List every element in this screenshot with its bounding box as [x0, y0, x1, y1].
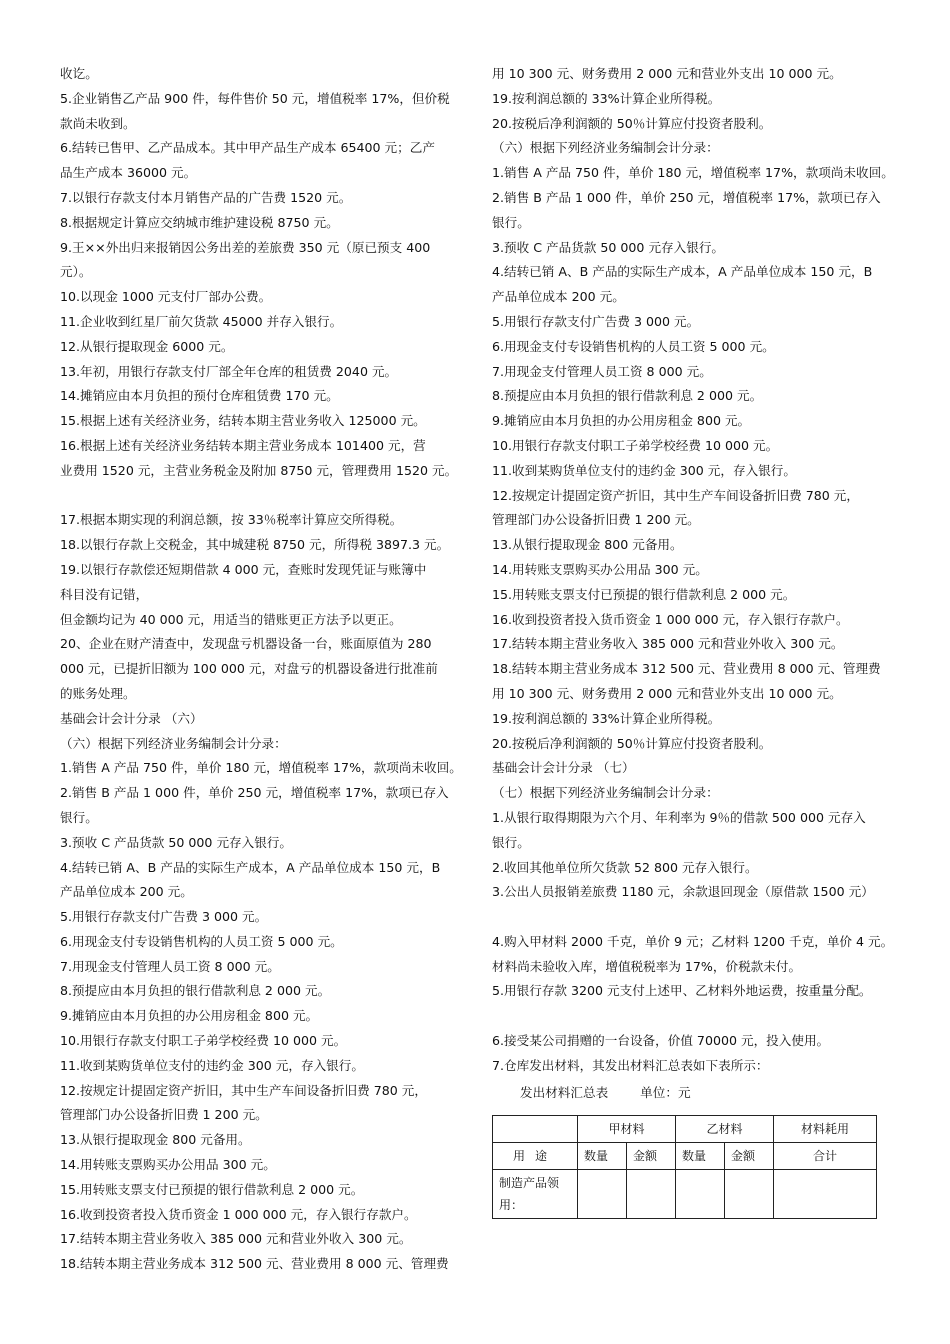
text-line: 2.销售 B 产品 1 000 件，单价 250 元，增值税率 17%，款项已存入 [60, 785, 449, 801]
text-line: （六）根据下列经济业务编制会计分录： [60, 735, 287, 751]
table-row [493, 1170, 877, 1219]
text-line: 银行。 [60, 809, 98, 825]
text-line: 13.从银行提取现金 800 元备用。 [60, 1132, 251, 1148]
text-line: 7.用现金支付管理人员工资 8 000 元。 [492, 363, 712, 379]
text-line: 材料尚未验收入库，增值税税率为 17%，价税款未付。 [492, 958, 802, 974]
header-total: 合计 [774, 1143, 877, 1170]
text-line: 6.用现金支付专设销售机构的人员工资 5 000 元。 [60, 933, 343, 949]
header-amount-yi: 金额 [725, 1143, 774, 1170]
text-line: 5.用银行存款支付广告费 3 000 元。 [492, 313, 700, 329]
text-line: 20.按税后净利润额的 50％计算应付投资者股利。 [492, 735, 772, 751]
text-line: 银行。 [492, 214, 530, 230]
text-line: 4.结转已销 A、B 产品的实际生产成本，A 产品单位成本 150 元，B [492, 264, 873, 280]
text-line: 15.用转账支票支付已预提的银行借款利息 2 000 元。 [492, 586, 796, 602]
table-header-row [493, 1116, 877, 1143]
header-quantity-yi: 数量 [676, 1143, 725, 1170]
header-amount-jia: 金额 [627, 1143, 676, 1170]
text-line: 13.年初，用银行存款支付厂部全年仓库的租赁费 2040 元。 [60, 363, 398, 379]
text-line: 11.收到某购货单位支付的违约金 300 元，存入银行。 [492, 462, 796, 478]
text-line: 17.结转本期主营业务收入 385 000 元和营业外收入 300 元。 [60, 1231, 412, 1247]
blank-line [60, 484, 470, 509]
text-line: 17.结转本期主营业务收入 385 000 元和营业外收入 300 元。 [492, 636, 844, 652]
text-line: 12.从银行提取现金 6000 元。 [60, 338, 234, 354]
text-line: 但金额均记为 40 000 元，用适当的错账更正方法予以更正。 [60, 611, 402, 627]
table-subheader-row [493, 1143, 877, 1170]
text-line: 16.根据上述有关经济业务结转本期主营业务成本 101400 元，营 [60, 437, 426, 453]
text-line: 6.结转已售甲、乙产品成本。其中甲产品生产成本 65400 元；乙产 [60, 140, 435, 156]
text-line: 18.以银行存款上交税金，其中城建税 8750 元，所得税 3897.3 元。 [60, 537, 450, 553]
text-line: 9.王××外出归来报销因公务出差的差旅费 350 元（原已预支 400 [60, 239, 431, 255]
cell-empty [774, 1170, 877, 1219]
text-line: 用 10 300 元、财务费用 2 000 元和营业外支出 10 000 元。 [492, 685, 842, 701]
text-line: 产品单位成本 200 元。 [492, 289, 625, 305]
text-line: 8.预提应由本月负担的银行借款利息 2 000 元。 [60, 983, 331, 999]
text-line: 7.用现金支付管理人员工资 8 000 元。 [60, 958, 280, 974]
text-line: 5.企业销售乙产品 900 件，每件售价 50 元，增值税率 17%，但价税 [60, 90, 450, 106]
text-line: 16.收到投资者投入货币资金 1 000 000 元，存入银行存款户。 [60, 1206, 417, 1222]
text-line: 13.从银行提取现金 800 元备用。 [492, 537, 683, 553]
text-line: 10.以现金 1000 元支付厂部办公费。 [60, 289, 272, 305]
text-line: 19.按利润总额的 33%计算企业所得税。 [492, 710, 721, 726]
text-line: 品生产成本 36000 元。 [60, 165, 197, 181]
text-line: 元）。 [60, 264, 92, 280]
text-line: 20.按税后净利润额的 50％计算应付投资者股利。 [492, 115, 772, 131]
header-use: 用途 [493, 1143, 578, 1170]
table-caption: 发出材料汇总表 单位：元 [520, 1084, 691, 1100]
text-line: 9.摊销应由本月负担的办公用房租金 800 元。 [492, 413, 751, 429]
text-line: 19.以银行存款偿还短期借款 4 000 元，查账时发现凭证与账簿中 [60, 561, 427, 577]
text-line: 12.按规定计提固定资产折旧，其中生产车间设备折旧费 780 元， [60, 1082, 427, 1098]
text-line: 业费用 1520 元，主营业务税金及附加 8750 元，管理费用 1520 元。 [60, 462, 458, 478]
text-line: 科目没有记错， [60, 586, 149, 602]
text-line: 15.根据上述有关经济业务，结转本期主营业务收入 125000 元。 [60, 413, 426, 429]
header-jia-material: 甲材料 [578, 1116, 676, 1143]
text-line: 3.预收 C 产品货款 50 000 元存入银行。 [492, 239, 725, 255]
text-line: 12.按规定计提固定资产折旧，其中生产车间设备折旧费 780 元， [492, 487, 859, 503]
text-line: 银行。 [492, 834, 530, 850]
text-line: 1.销售 A 产品 750 件，单价 180 元，增值税率 17%，款项尚未收回。 [60, 760, 462, 776]
text-line: 3.公出人员报销差旅费 1180 元，余款退回现金（原借款 1500 元） [492, 884, 874, 900]
text-line: 11.收到某购货单位支付的违约金 300 元，存入银行。 [60, 1057, 364, 1073]
text-line: 基础会计会计分录 （七） [492, 760, 635, 776]
text-line: 4.购入甲材料 2000 千克，单价 9 元；乙材料 1200 千克，单价 4 元。 [492, 933, 894, 949]
text-line: 10.用银行存款支付职工子弟学校经费 10 000 元。 [492, 437, 779, 453]
text-line: 5.用银行存款 3200 元支付上述甲、乙材料外地运费，按重量分配。 [492, 983, 872, 999]
text-line: 的账务处理。 [60, 685, 136, 701]
text-line: 2.收回其他单位所欠货款 52 800 元存入银行。 [492, 859, 758, 875]
header-quantity-jia: 数量 [578, 1143, 627, 1170]
text-line: 2.销售 B 产品 1 000 件，单价 250 元，增值税率 17%，款项已存入 [492, 189, 881, 205]
blank-line [492, 905, 910, 930]
row-label-manufacturing: 制造产品领用： [493, 1170, 578, 1219]
table-corner-cell [493, 1116, 578, 1143]
text-line: 1.销售 A 产品 750 件，单价 180 元，增值税率 17%，款项尚未收回。 [492, 165, 894, 181]
header-material-consumption: 材料耗用 [774, 1116, 877, 1143]
material-summary-table [492, 1115, 877, 1219]
right-column-lines [492, 62, 910, 1079]
cell-empty [725, 1170, 774, 1219]
text-line: 收讫。 [60, 66, 98, 81]
text-line: 7.仓库发出材料，其发出材料汇总表如下表所示： [492, 1057, 769, 1073]
text-line: 管理部门办公设备折旧费 1 200 元。 [492, 512, 700, 528]
text-line: 18.结转本期主营业务成本 312 500 元、营业费用 8 000 元、管理费 [492, 661, 881, 677]
text-line: 5.用银行存款支付广告费 3 000 元。 [60, 909, 268, 925]
text-line: 款尚未收到。 [60, 115, 136, 131]
text-line: 7.以银行存款支付本月销售产品的广告费 1520 元。 [60, 189, 352, 205]
text-line: 14.摊销应由本月负担的预付仓库租赁费 170 元。 [60, 388, 339, 404]
text-line: 用 10 300 元、财务费用 2 000 元和营业外支出 10 000 元。 [492, 66, 842, 81]
text-line: 管理部门办公设备折旧费 1 200 元。 [60, 1107, 268, 1123]
cell-empty [627, 1170, 676, 1219]
text-line: 4.结转已销 A、B 产品的实际生产成本，A 产品单位成本 150 元，B [60, 859, 441, 875]
text-line: 000 元，已提折旧额为 100 000 元，对盘亏的机器设备进行批准前 [60, 661, 438, 677]
text-line: 18.结转本期主营业务成本 312 500 元、营业费用 8 000 元、管理费 [60, 1256, 449, 1272]
cell-empty [578, 1170, 627, 1219]
text-line: （七）根据下列经济业务编制会计分录： [492, 785, 719, 801]
text-line: 20、企业在财产清查中，发现盘亏机器设备一台，账面原值为 280 [60, 636, 432, 652]
header-yi-material: 乙材料 [676, 1116, 774, 1143]
left-column [60, 62, 470, 1277]
text-line: 1.从银行取得期限为六个月、年利率为 9％的借款 500 000 元存入 [492, 809, 866, 825]
cell-empty [676, 1170, 725, 1219]
text-line: 16.收到投资者投入货币资金 1 000 000 元，存入银行存款户。 [492, 611, 849, 627]
text-line: 基础会计会计分录 （六） [60, 710, 203, 726]
text-line: 10.用银行存款支付职工子弟学校经费 10 000 元。 [60, 1033, 347, 1049]
text-line: 14.用转账支票购买办公用品 300 元。 [60, 1157, 276, 1173]
text-line: 6.用现金支付专设销售机构的人员工资 5 000 元。 [492, 338, 775, 354]
right-column [492, 62, 910, 1219]
text-line: 17.根据本期实现的利润总额，按 33％税率计算应交所得税。 [60, 512, 403, 528]
text-line: 15.用转账支票支付已预提的银行借款利息 2 000 元。 [60, 1181, 364, 1197]
text-line: 6.接受某公司捐赠的一台设备，价值 70000 元，投入使用。 [492, 1033, 830, 1049]
text-line: 8.预提应由本月负担的银行借款利息 2 000 元。 [492, 388, 763, 404]
text-line: 3.预收 C 产品货款 50 000 元存入银行。 [60, 834, 293, 850]
text-line: 8.根据规定计算应交纳城市维护建设税 8750 元。 [60, 214, 339, 230]
text-line: 11.企业收到红星厂前欠货款 45000 并存入银行。 [60, 313, 343, 329]
text-line: 19.按利润总额的 33%计算企业所得税。 [492, 90, 721, 106]
text-line: （六）根据下列经济业务编制会计分录： [492, 140, 719, 156]
blank-line [492, 1004, 910, 1029]
text-line: 14.用转账支票购买办公用品 300 元。 [492, 561, 708, 577]
text-line: 产品单位成本 200 元。 [60, 884, 193, 900]
text-line: 9.摊销应由本月负担的办公用房租金 800 元。 [60, 1008, 319, 1024]
